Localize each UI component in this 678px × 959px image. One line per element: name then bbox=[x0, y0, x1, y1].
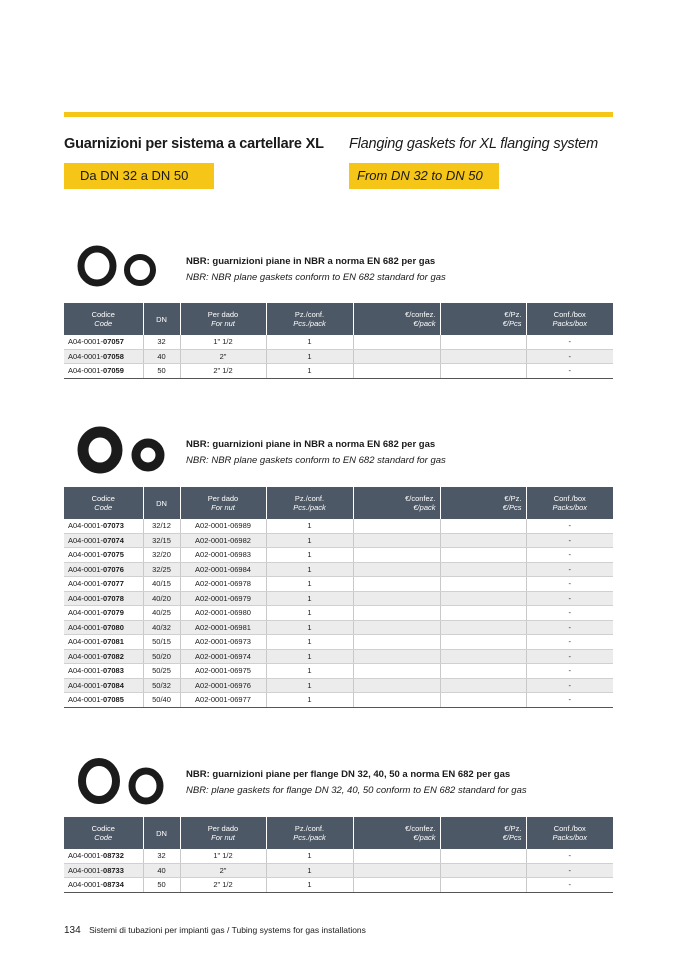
cell-pcs: 1 bbox=[266, 548, 353, 563]
cell-nut: 2" bbox=[180, 349, 266, 364]
cell-box: - bbox=[526, 562, 613, 577]
cell-box: - bbox=[526, 635, 613, 650]
cell-eur-pcs bbox=[440, 519, 526, 533]
section-description bbox=[186, 437, 446, 469]
cell-nut: A02-0001-06981 bbox=[180, 620, 266, 635]
cell-dn: 50/20 bbox=[143, 649, 180, 664]
cell-eur-pack bbox=[353, 349, 440, 364]
col-eur-pack: €/confez. €/pack bbox=[353, 303, 440, 335]
table-row bbox=[64, 863, 613, 878]
col-pcs: Pz./conf. Pcs./pack bbox=[266, 303, 353, 335]
col-eur-pcs: €/Pz. €/Pcs bbox=[440, 303, 526, 335]
cell-box: - bbox=[526, 664, 613, 679]
cell-eur-pcs bbox=[440, 606, 526, 621]
cell-eur-pack bbox=[353, 878, 440, 893]
gasket-rings-image bbox=[76, 756, 168, 808]
cell-pcs: 1 bbox=[266, 533, 353, 548]
col-eur-pack: €/confez. €/pack bbox=[353, 487, 440, 519]
page-title-it: Guarnizioni per sistema a cartellare XL bbox=[64, 136, 324, 152]
cell-eur-pack bbox=[353, 635, 440, 650]
cell-eur-pcs bbox=[440, 863, 526, 878]
cell-box: - bbox=[526, 606, 613, 621]
cell-eur-pcs bbox=[440, 364, 526, 379]
cell-code: A04-0001-07059 bbox=[64, 364, 143, 379]
cell-dn: 40 bbox=[143, 863, 180, 878]
col-pcs: Pz./conf. Pcs./pack bbox=[266, 817, 353, 849]
cell-dn: 50/40 bbox=[143, 693, 180, 708]
cell-pcs: 1 bbox=[266, 562, 353, 577]
cell-code: A04-0001-07080 bbox=[64, 620, 143, 635]
cell-eur-pcs bbox=[440, 693, 526, 708]
col-nut: Per dado For nut bbox=[180, 303, 266, 335]
cell-pcs: 1 bbox=[266, 606, 353, 621]
cell-box: - bbox=[526, 533, 613, 548]
footer-text: Sistemi di tubazioni per impianti gas / Tubing systems for gas installations bbox=[89, 925, 366, 935]
col-dn: DN bbox=[143, 487, 180, 519]
table-row bbox=[64, 519, 613, 533]
cell-dn: 50/32 bbox=[143, 678, 180, 693]
section-description bbox=[186, 254, 446, 286]
cell-code: A04-0001-07082 bbox=[64, 649, 143, 664]
cell-eur-pcs bbox=[440, 664, 526, 679]
table-header-row bbox=[64, 817, 613, 849]
cell-pcs: 1 bbox=[266, 349, 353, 364]
cell-nut: A02-0001-06978 bbox=[180, 577, 266, 592]
description-en: NBR: NBR plane gaskets conform to EN 682 standard for gas bbox=[186, 272, 446, 283]
cell-dn: 32/12 bbox=[143, 519, 180, 533]
cell-dn: 40/20 bbox=[143, 591, 180, 606]
table-row bbox=[64, 349, 613, 364]
top-accent-bar bbox=[64, 112, 613, 117]
table-row bbox=[64, 335, 613, 349]
cell-pcs: 1 bbox=[266, 878, 353, 893]
cell-code: A04-0001-08733 bbox=[64, 863, 143, 878]
col-code: Codice Code bbox=[64, 817, 143, 849]
cell-nut: A02-0001-06974 bbox=[180, 649, 266, 664]
range-badge-en: From DN 32 to DN 50 bbox=[349, 163, 499, 189]
table-row bbox=[64, 548, 613, 563]
col-dn: DN bbox=[143, 303, 180, 335]
range-badge-it: Da DN 32 a DN 50 bbox=[64, 163, 214, 189]
table-header-row bbox=[64, 487, 613, 519]
cell-pcs: 1 bbox=[266, 635, 353, 650]
description-it: NBR: guarnizioni piane in NBR a norma EN 682 per gas bbox=[186, 439, 436, 450]
cell-eur-pack bbox=[353, 649, 440, 664]
page-footer bbox=[64, 925, 366, 936]
cell-code: A04-0001-08732 bbox=[64, 849, 143, 863]
cell-box: - bbox=[526, 349, 613, 364]
cell-box: - bbox=[526, 678, 613, 693]
col-box: Conf./box Packs/box bbox=[526, 303, 613, 335]
cell-nut: A02-0001-06983 bbox=[180, 548, 266, 563]
cell-code: A04-0001-07075 bbox=[64, 548, 143, 563]
description-en: NBR: plane gaskets for flange DN 32, 40, 50 conform to EN 682 standard for gas bbox=[186, 785, 527, 796]
cell-box: - bbox=[526, 364, 613, 379]
cell-pcs: 1 bbox=[266, 335, 353, 349]
cell-eur-pcs bbox=[440, 678, 526, 693]
cell-nut: A02-0001-06989 bbox=[180, 519, 266, 533]
cell-pcs: 1 bbox=[266, 591, 353, 606]
table-row bbox=[64, 620, 613, 635]
cell-nut: A02-0001-06975 bbox=[180, 664, 266, 679]
cell-box: - bbox=[526, 878, 613, 893]
cell-eur-pcs bbox=[440, 849, 526, 863]
col-nut: Per dado For nut bbox=[180, 487, 266, 519]
cell-nut: A02-0001-06982 bbox=[180, 533, 266, 548]
cell-eur-pack bbox=[353, 591, 440, 606]
cell-box: - bbox=[526, 577, 613, 592]
table-row bbox=[64, 533, 613, 548]
section-description bbox=[186, 767, 527, 799]
cell-eur-pack bbox=[353, 678, 440, 693]
cell-eur-pcs bbox=[440, 533, 526, 548]
cell-nut: A02-0001-06984 bbox=[180, 562, 266, 577]
description-en: NBR: NBR plane gaskets conform to EN 682 standard for gas bbox=[186, 455, 446, 466]
cell-eur-pcs bbox=[440, 577, 526, 592]
cell-eur-pack bbox=[353, 533, 440, 548]
cell-dn: 40/25 bbox=[143, 606, 180, 621]
cell-code: A04-0001-07084 bbox=[64, 678, 143, 693]
table-header-row bbox=[64, 303, 613, 335]
table-row bbox=[64, 635, 613, 650]
product-table-1 bbox=[64, 303, 613, 379]
cell-nut: 1" 1/2 bbox=[180, 335, 266, 349]
cell-eur-pack bbox=[353, 606, 440, 621]
cell-dn: 40/32 bbox=[143, 620, 180, 635]
cell-eur-pcs bbox=[440, 878, 526, 893]
cell-dn: 50 bbox=[143, 364, 180, 379]
cell-eur-pack bbox=[353, 562, 440, 577]
cell-pcs: 1 bbox=[266, 364, 353, 379]
cell-eur-pcs bbox=[440, 635, 526, 650]
cell-dn: 32 bbox=[143, 849, 180, 863]
cell-eur-pcs bbox=[440, 349, 526, 364]
product-table-3 bbox=[64, 817, 613, 893]
gasket-rings-image bbox=[76, 244, 162, 292]
cell-dn: 50/25 bbox=[143, 664, 180, 679]
table-row bbox=[64, 849, 613, 863]
cell-eur-pack bbox=[353, 548, 440, 563]
cell-eur-pcs bbox=[440, 548, 526, 563]
cell-code: A04-0001-07077 bbox=[64, 577, 143, 592]
cell-dn: 32/20 bbox=[143, 548, 180, 563]
cell-nut: 2" 1/2 bbox=[180, 878, 266, 893]
col-eur-pcs: €/Pz. €/Pcs bbox=[440, 487, 526, 519]
table-row bbox=[64, 649, 613, 664]
cell-pcs: 1 bbox=[266, 577, 353, 592]
cell-dn: 50 bbox=[143, 878, 180, 893]
cell-pcs: 1 bbox=[266, 664, 353, 679]
table-row bbox=[64, 562, 613, 577]
table-row bbox=[64, 591, 613, 606]
col-code: Codice Code bbox=[64, 303, 143, 335]
cell-box: - bbox=[526, 863, 613, 878]
cell-eur-pack bbox=[353, 664, 440, 679]
cell-eur-pcs bbox=[440, 620, 526, 635]
cell-eur-pcs bbox=[440, 649, 526, 664]
table-row bbox=[64, 678, 613, 693]
cell-eur-pack bbox=[353, 620, 440, 635]
cell-eur-pcs bbox=[440, 591, 526, 606]
table-row bbox=[64, 664, 613, 679]
cell-eur-pcs bbox=[440, 562, 526, 577]
col-pcs: Pz./conf. Pcs./pack bbox=[266, 487, 353, 519]
cell-pcs: 1 bbox=[266, 849, 353, 863]
cell-box: - bbox=[526, 519, 613, 533]
cell-box: - bbox=[526, 335, 613, 349]
product-table-2 bbox=[64, 487, 613, 708]
table-row bbox=[64, 577, 613, 592]
cell-eur-pack bbox=[353, 693, 440, 708]
cell-nut: 2" 1/2 bbox=[180, 364, 266, 379]
cell-box: - bbox=[526, 849, 613, 863]
cell-dn: 32 bbox=[143, 335, 180, 349]
cell-nut: A02-0001-06976 bbox=[180, 678, 266, 693]
table-row bbox=[64, 606, 613, 621]
cell-pcs: 1 bbox=[266, 649, 353, 664]
col-dn: DN bbox=[143, 817, 180, 849]
cell-eur-pack bbox=[353, 849, 440, 863]
cell-nut: A02-0001-06973 bbox=[180, 635, 266, 650]
cell-code: A04-0001-07079 bbox=[64, 606, 143, 621]
cell-code: A04-0001-07083 bbox=[64, 664, 143, 679]
description-it: NBR: guarnizioni piane per flange DN 32, 40, 50 a norma EN 682 per gas bbox=[186, 769, 511, 780]
cell-dn: 50/15 bbox=[143, 635, 180, 650]
cell-code: A04-0001-07085 bbox=[64, 693, 143, 708]
cell-eur-pack bbox=[353, 863, 440, 878]
cell-dn: 32/25 bbox=[143, 562, 180, 577]
cell-box: - bbox=[526, 548, 613, 563]
cell-nut: 1" 1/2 bbox=[180, 849, 266, 863]
cell-code: A04-0001-07074 bbox=[64, 533, 143, 548]
cell-code: A04-0001-07058 bbox=[64, 349, 143, 364]
gasket-rings-image bbox=[76, 426, 168, 476]
page-number: 134 bbox=[64, 925, 81, 936]
cell-dn: 40 bbox=[143, 349, 180, 364]
description-it: NBR: guarnizioni piane in NBR a norma EN 682 per gas bbox=[186, 256, 436, 267]
cell-eur-pack bbox=[353, 335, 440, 349]
cell-pcs: 1 bbox=[266, 863, 353, 878]
cell-eur-pack bbox=[353, 364, 440, 379]
cell-eur-pack bbox=[353, 577, 440, 592]
col-box: Conf./box Packs/box bbox=[526, 817, 613, 849]
cell-pcs: 1 bbox=[266, 620, 353, 635]
cell-code: A04-0001-08734 bbox=[64, 878, 143, 893]
page-title-en: Flanging gaskets for XL flanging system bbox=[349, 136, 599, 152]
cell-code: A04-0001-07057 bbox=[64, 335, 143, 349]
table-row bbox=[64, 878, 613, 893]
cell-code: A04-0001-07073 bbox=[64, 519, 143, 533]
cell-nut: A02-0001-06979 bbox=[180, 591, 266, 606]
cell-code: A04-0001-07081 bbox=[64, 635, 143, 650]
cell-box: - bbox=[526, 620, 613, 635]
col-nut: Per dado For nut bbox=[180, 817, 266, 849]
col-eur-pcs: €/Pz. €/Pcs bbox=[440, 817, 526, 849]
cell-code: A04-0001-07076 bbox=[64, 562, 143, 577]
cell-pcs: 1 bbox=[266, 519, 353, 533]
col-eur-pack: €/confez. €/pack bbox=[353, 817, 440, 849]
cell-eur-pcs bbox=[440, 335, 526, 349]
cell-box: - bbox=[526, 649, 613, 664]
cell-dn: 32/15 bbox=[143, 533, 180, 548]
cell-nut: A02-0001-06977 bbox=[180, 693, 266, 708]
cell-pcs: 1 bbox=[266, 693, 353, 708]
cell-code: A04-0001-07078 bbox=[64, 591, 143, 606]
cell-pcs: 1 bbox=[266, 678, 353, 693]
table-row bbox=[64, 693, 613, 708]
cell-nut: A02-0001-06980 bbox=[180, 606, 266, 621]
cell-dn: 40/15 bbox=[143, 577, 180, 592]
col-box: Conf./box Packs/box bbox=[526, 487, 613, 519]
col-code: Codice Code bbox=[64, 487, 143, 519]
cell-box: - bbox=[526, 591, 613, 606]
cell-nut: 2" bbox=[180, 863, 266, 878]
cell-box: - bbox=[526, 693, 613, 708]
table-row bbox=[64, 364, 613, 379]
cell-eur-pack bbox=[353, 519, 440, 533]
